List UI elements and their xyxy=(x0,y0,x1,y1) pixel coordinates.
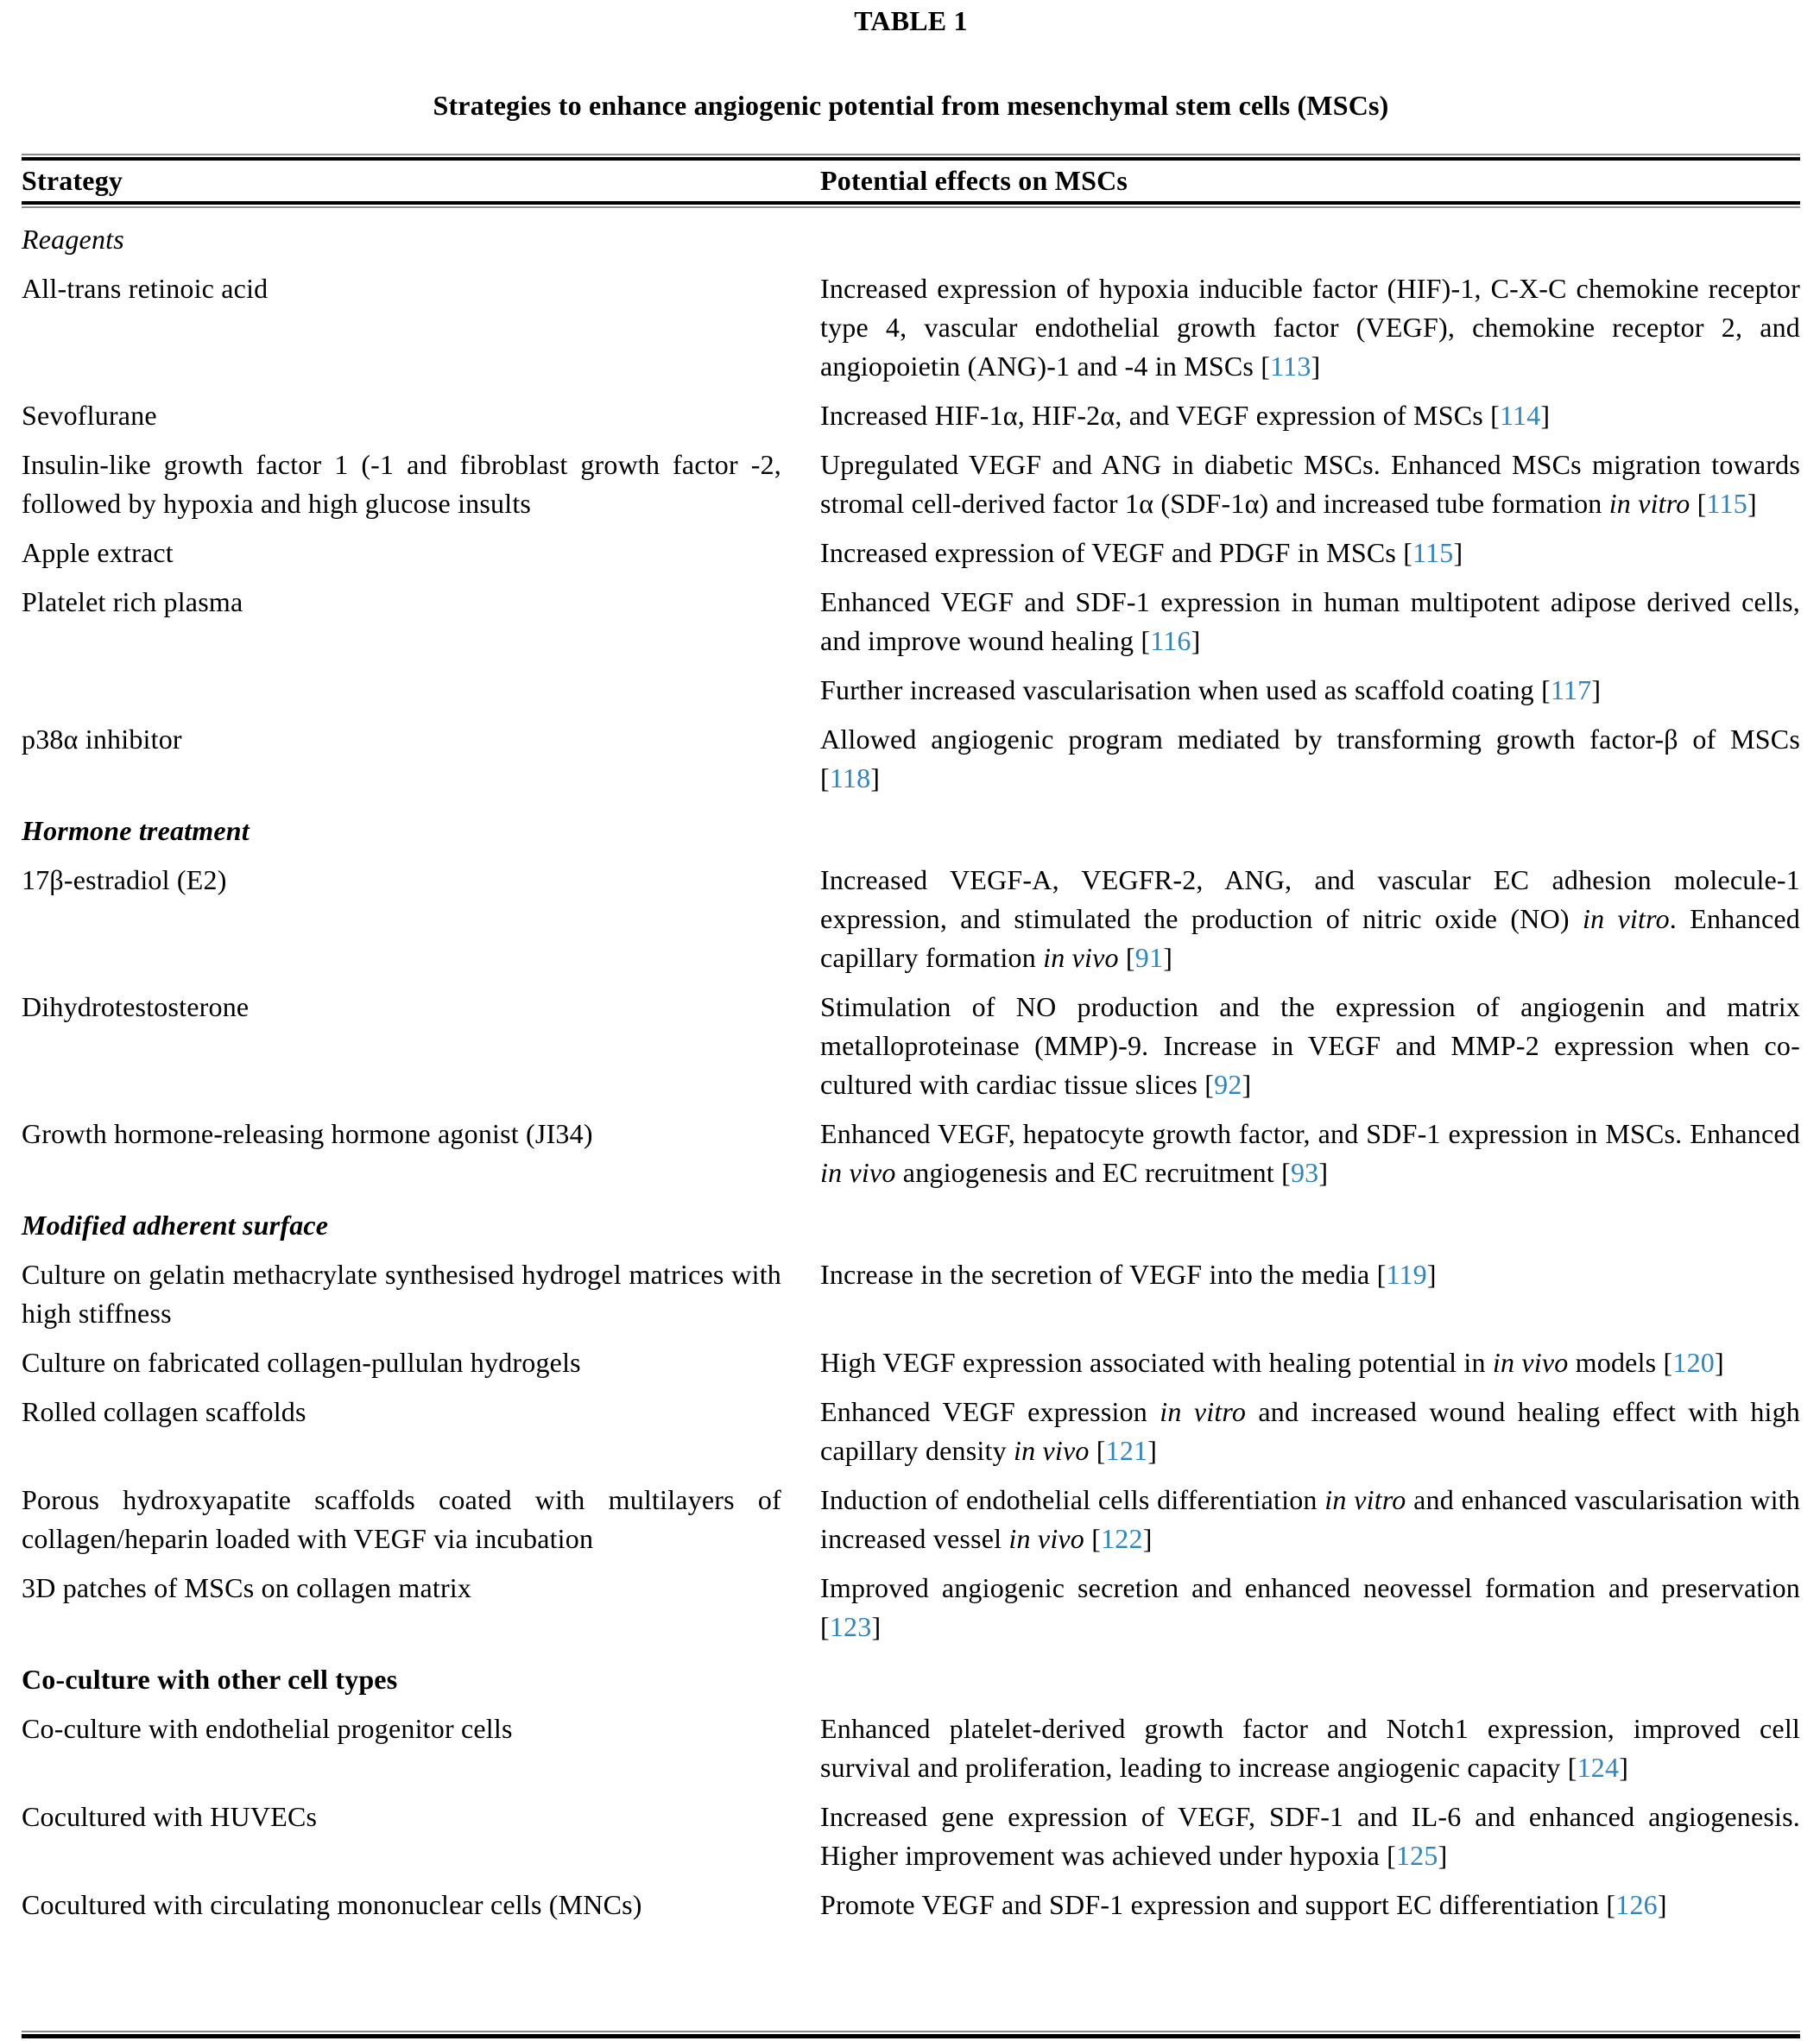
strategy-cell: Cocultured with circulating mononuclear cells (MNCs) xyxy=(22,1889,642,1920)
text-segment: Increased gene expression of VEGF, SDF-1 and IL-6 and enhanced angiogenesis. Higher improvement was achieved under hypoxia xyxy=(820,1801,1800,1871)
effect-cell: High VEGF expression associated with healing potential in in vivo models [120] xyxy=(820,1347,1724,1378)
text-segment xyxy=(1084,1523,1091,1554)
effect-cell: Increased expression of VEGF and PDGF in MSCs [115] xyxy=(820,537,1463,568)
table-row xyxy=(22,850,1800,977)
citation-link[interactable]: 116 xyxy=(1150,625,1191,656)
effect-cell: Increased VEGF-A, VEGFR-2, ANG, and vascular EC adhesion molecule-1 expression, and stimulated the production of nitric oxide (NO) in vitro. Enhanced capillary formation in vivo [91] xyxy=(820,864,1800,973)
strategy-cell: Insulin-like growth factor 1 (-1 and fibroblast growth factor -2, followed by hypoxia and high glucose insults xyxy=(22,449,781,519)
strategy-cell: Porous hydroxyapatite scaffolds coated with multilayers of collagen/heparin loaded with VEGF via incubation xyxy=(22,1484,781,1554)
table-number: TABLE 1 xyxy=(854,5,968,36)
text-segment: and increased wound healing effect with high capillary density xyxy=(820,1396,1801,1466)
table-body xyxy=(22,208,1800,1924)
italic-text: in vivo xyxy=(1043,942,1119,973)
text-segment: . Enhanced capillary formation xyxy=(820,903,1800,973)
strategy-cell: p38α inhibitor xyxy=(22,724,182,755)
section-header: Reagents xyxy=(22,224,124,255)
strategy-cell: Cocultured with HUVECs xyxy=(22,1801,318,1832)
effect-cell: Increased expression of hypoxia inducible factor (HIF)-1, C-X-C chemokine receptor type 4, vascular endothelial growth factor (VEGF), chemokine receptor 2, and angiopoietin (ANG)-1 and -4 in MSCs [113] xyxy=(820,273,1800,382)
text-segment xyxy=(1119,942,1126,973)
table-row xyxy=(22,1875,1800,1924)
text-segment: Increased VEGF-A, VEGFR-2, ANG, and vascular EC adhesion molecule-1 expression, and stimulated the production of nitric oxide (NO) xyxy=(820,864,1800,934)
table-row xyxy=(22,1333,1800,1382)
effect-cell: Further increased vascularisation when used as scaffold coating [117] xyxy=(820,674,1602,705)
citation-link[interactable]: 119 xyxy=(1386,1259,1427,1290)
table-row xyxy=(22,1787,1800,1875)
text-segment: angiogenesis and EC recruitment xyxy=(895,1157,1282,1188)
effect-cell: Enhanced VEGF, hepatocyte growth factor, and SDF-1 expression in MSCs. Enhanced in vivo angiogenesis and EC recruitment [93] xyxy=(820,1118,1800,1188)
italic-text: in vitro xyxy=(1582,903,1670,934)
text-segment xyxy=(1090,1435,1096,1466)
table-row xyxy=(22,1558,1800,1646)
table-row xyxy=(22,572,1800,660)
text-segment: and enhanced vascularisation with increased vessel xyxy=(820,1484,1800,1554)
text-segment: High VEGF expression associated with healing potential in xyxy=(820,1347,1493,1378)
strategy-cell: 3D patches of MSCs on collagen matrix xyxy=(22,1572,472,1603)
table-caption: Strategies to enhance angiogenic potential from mesenchymal stem cells (MSCs) xyxy=(433,90,1389,121)
italic-text: in vivo xyxy=(820,1157,896,1188)
text-segment: Improved angiogenic secretion and enhanced neovessel formation and preservation xyxy=(820,1572,1800,1603)
effect-cell: Induction of endothelial cells differentiation in vitro and enhanced vascularisation with increased vessel in vivo [122] xyxy=(820,1484,1800,1554)
table-bottom-rule xyxy=(22,2031,1800,2038)
table-row xyxy=(22,523,1800,572)
citation-link[interactable]: 123 xyxy=(829,1611,872,1642)
citation-link[interactable]: 92 xyxy=(1214,1069,1242,1100)
effect-cell: Increased HIF-1α, HIF-2α, and VEGF expression of MSCs [114] xyxy=(820,400,1551,431)
strategy-cell: Dihydrotestosterone xyxy=(22,991,250,1022)
strategy-cell: Culture on fabricated collagen-pullulan hydrogels xyxy=(22,1347,581,1378)
text-segment xyxy=(1690,488,1697,519)
italic-text: in vivo xyxy=(1013,1435,1090,1466)
strategy-cell xyxy=(22,671,820,710)
text-segment: Increased expression of hypoxia inducible factor (HIF)-1, C-X-C chemokine receptor type 4, vascular endothelial growth factor (VEGF), chemokine receptor 2, and angiopoietin (ANG)-1 and -4 in MSCs xyxy=(820,273,1800,382)
citation-link[interactable]: 126 xyxy=(1615,1889,1658,1920)
text-segment: Enhanced VEGF and SDF-1 expression in human multipotent adipose derived cells, and improve wound healing xyxy=(820,586,1800,656)
strategy-cell: Culture on gelatin methacrylate synthesised hydrogel matrices with high stiffness xyxy=(22,1259,781,1329)
text-segment: Enhanced VEGF, hepatocyte growth factor, and SDF-1 expression in MSCs. Enhanced xyxy=(820,1118,1800,1149)
table-header-row xyxy=(22,161,1800,201)
citation-link[interactable]: 114 xyxy=(1499,400,1541,431)
effect-cell: Upregulated VEGF and ANG in diabetic MSCs. Enhanced MSCs migration towards stromal cell-derived factor 1α (SDF-1α) and increased tube formation in vitro [115] xyxy=(820,449,1800,519)
section-header: Modified adherent surface xyxy=(22,1210,329,1241)
citation-link[interactable]: 115 xyxy=(1706,488,1747,519)
citation-link[interactable]: 113 xyxy=(1270,351,1311,382)
table-row xyxy=(22,1470,1800,1558)
table-header-rule xyxy=(22,201,1800,208)
citation-link[interactable]: 118 xyxy=(829,762,871,793)
strategy-cell: 17β-estradiol (E2) xyxy=(22,864,227,895)
strategy-cell: Rolled collagen scaffolds xyxy=(22,1396,306,1427)
text-segment: Increased expression of VEGF and PDGF in MSCs xyxy=(820,537,1404,568)
strategy-cell: All-trans retinoic acid xyxy=(22,273,269,304)
table-top-rule xyxy=(22,154,1800,161)
citation-link[interactable]: 115 xyxy=(1412,537,1454,568)
effect-cell: Promote VEGF and SDF-1 expression and support EC differentiation [126] xyxy=(820,1889,1667,1920)
table-row xyxy=(22,435,1800,523)
section-header: Hormone treatment xyxy=(22,815,250,846)
citation-link[interactable]: 120 xyxy=(1672,1347,1715,1378)
effect-cell: Stimulation of NO production and the expression of angiogenin and matrix metalloproteinase (MMP)-9. Increase in VEGF and MMP-2 expression when co-cultured with cardiac tissue slices [92] xyxy=(820,991,1800,1100)
citation-link[interactable]: 93 xyxy=(1290,1157,1319,1188)
italic-text: in vitro xyxy=(1160,1396,1247,1427)
strategy-cell: Growth hormone-releasing hormone agonist (JI34) xyxy=(22,1118,593,1149)
text-segment: Stimulation of NO production and the expression of angiogenin and matrix metalloproteinase (MMP)-9. Increase in VEGF and MMP-2 expression when co-cultured with cardiac tissue slices xyxy=(820,991,1800,1100)
effect-cell: Increase in the secretion of VEGF into the media [119] xyxy=(820,1259,1437,1290)
citation-link[interactable]: 124 xyxy=(1577,1752,1620,1783)
citation-link[interactable]: 91 xyxy=(1134,942,1164,973)
citation-link[interactable]: 125 xyxy=(1395,1840,1438,1871)
effect-cell: Enhanced VEGF and SDF-1 expression in human multipotent adipose derived cells, and improve wound healing [116] xyxy=(820,586,1800,656)
citation-link[interactable]: 117 xyxy=(1550,674,1592,705)
effect-cell: Allowed angiogenic program mediated by transforming growth factor-β of MSCs [118] xyxy=(820,724,1800,793)
text-segment: Further increased vascularisation when used as scaffold coating xyxy=(820,674,1542,705)
table-row xyxy=(22,1382,1800,1470)
table-row xyxy=(22,259,1800,386)
italic-text: in vivo xyxy=(1008,1523,1085,1554)
strategy-cell: Sevoflurane xyxy=(22,400,157,431)
column-header-effects: Potential effects on MSCs xyxy=(820,165,1128,196)
table-row xyxy=(22,660,1800,710)
italic-text: in vivo xyxy=(1492,1347,1569,1378)
effect-cell: Increased gene expression of VEGF, SDF-1 and IL-6 and enhanced angiogenesis. Higher improvement was achieved under hypoxia [125] xyxy=(820,1801,1800,1871)
table-row xyxy=(22,386,1800,435)
table-row xyxy=(22,1104,1800,1192)
table-row xyxy=(22,977,1800,1104)
strategy-cell: Apple extract xyxy=(22,537,174,568)
section-header: Co-culture with other cell types xyxy=(22,1664,398,1695)
citation-link[interactable]: 122 xyxy=(1101,1523,1143,1554)
text-segment: Upregulated VEGF and ANG in diabetic MSCs. Enhanced MSCs migration towards stromal cell-derived factor 1α (SDF-1α) and increased tube formation xyxy=(820,449,1800,519)
effect-cell: Improved angiogenic secretion and enhanced neovessel formation and preservation [123] xyxy=(820,1572,1800,1642)
text-segment: Allowed angiogenic program mediated by transforming growth factor-β of MSCs xyxy=(820,724,1800,755)
text-segment: Enhanced VEGF expression xyxy=(820,1396,1160,1427)
text-segment: Promote VEGF and SDF-1 expression and support EC differentiation xyxy=(820,1889,1607,1920)
text-segment: Increase in the secretion of VEGF into the media xyxy=(820,1259,1377,1290)
text-segment: Induction of endothelial cells differentiation xyxy=(820,1484,1325,1515)
table-row xyxy=(22,710,1800,798)
citation-link[interactable]: 121 xyxy=(1105,1435,1148,1466)
italic-text: in vitro xyxy=(1608,488,1690,519)
strategy-cell: Platelet rich plasma xyxy=(22,586,243,617)
effect-cell: Enhanced VEGF expression in vitro and increased wound healing effect with high capillary density in vivo [121] xyxy=(820,1396,1801,1466)
column-header-strategy: Strategy xyxy=(22,165,123,196)
text-segment: Enhanced platelet-derived growth factor and Notch1 expression, improved cell survival and proliferation, leading to increase angiogenic capacity xyxy=(820,1713,1800,1783)
effect-cell: Enhanced platelet-derived growth factor and Notch1 expression, improved cell survival and proliferation, leading to increase angiogenic capacity [124] xyxy=(820,1713,1800,1783)
table-row xyxy=(22,1245,1800,1333)
text-segment: Increased HIF-1α, HIF-2α, and VEGF expression of MSCs xyxy=(820,400,1491,431)
strategy-cell: Co-culture with endothelial progenitor cells xyxy=(22,1713,513,1744)
table-row xyxy=(22,1699,1800,1787)
italic-text: in vitro xyxy=(1324,1484,1406,1515)
text-segment: models xyxy=(1568,1347,1664,1378)
